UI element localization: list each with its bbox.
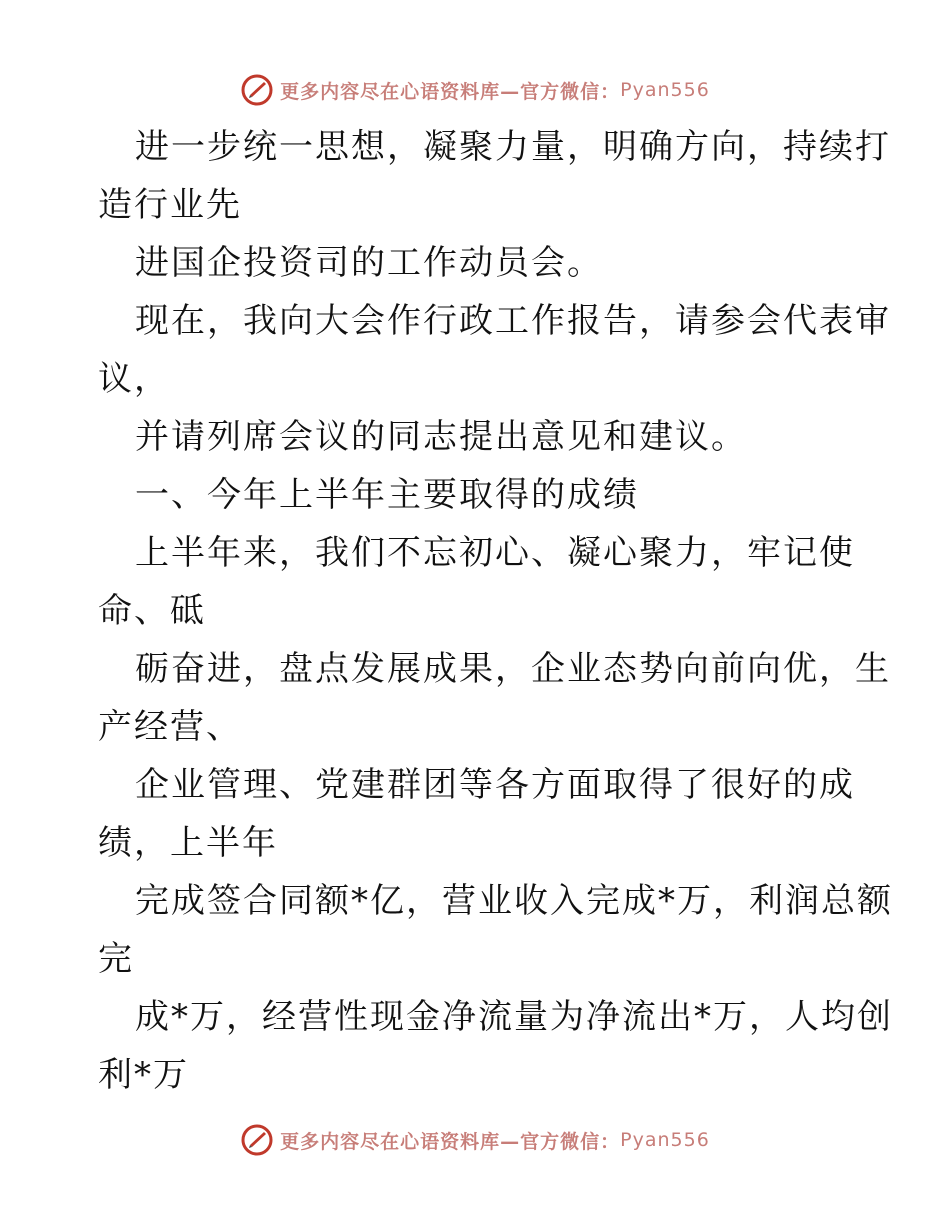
banner-wechat-id: Pyan556 [620,79,710,101]
text-line: 现在，我向大会作行政工作报告，请参会代表审 [135,301,891,341]
text-line: 砺奋进，盘点发展成果，企业态势向前向优，生 [135,649,891,689]
document-body [98,118,893,1104]
text-line: 进国企投资司的工作动员会。 [135,243,603,283]
text-line: 利*万 [98,1055,189,1095]
text-line: 上半年来，我们不忘初心、凝心聚力，牢记使 [135,533,855,573]
text-line: 造行业先 [98,185,242,225]
text-line: 产经营、 [98,707,242,747]
text-line: 进一步统一思想，凝聚力量，明确方向，持续打 [135,127,891,167]
text-line: 议， [98,359,170,399]
banner-wechat-id: Pyan556 [620,1129,710,1151]
text-line: 完成签合同额*亿，营业收入完成*万，利润总额 [135,881,893,921]
text-line: 成*万，经营性现金净流量为净流出*万，人均创 [135,997,893,1037]
text-line: 命、砥 [98,591,206,631]
brand-logo-icon [240,73,274,107]
text-line: 一、今年上半年主要取得的成绩 [135,475,639,515]
brand-logo-icon [240,1123,274,1157]
text-line: 完 [98,939,134,979]
text-line: 企业管理、党建群团等各方面取得了很好的成 [135,765,855,805]
footer-watermark-banner [0,1120,950,1160]
header-watermark-banner [0,70,950,110]
banner-text: 更多内容尽在心语资料库—官方微信： [280,80,621,103]
text-line: 并请列席会议的同志提出意见和建议。 [135,417,747,457]
banner-text: 更多内容尽在心语资料库—官方微信： [280,1130,621,1153]
text-line: 绩，上半年 [98,823,278,863]
